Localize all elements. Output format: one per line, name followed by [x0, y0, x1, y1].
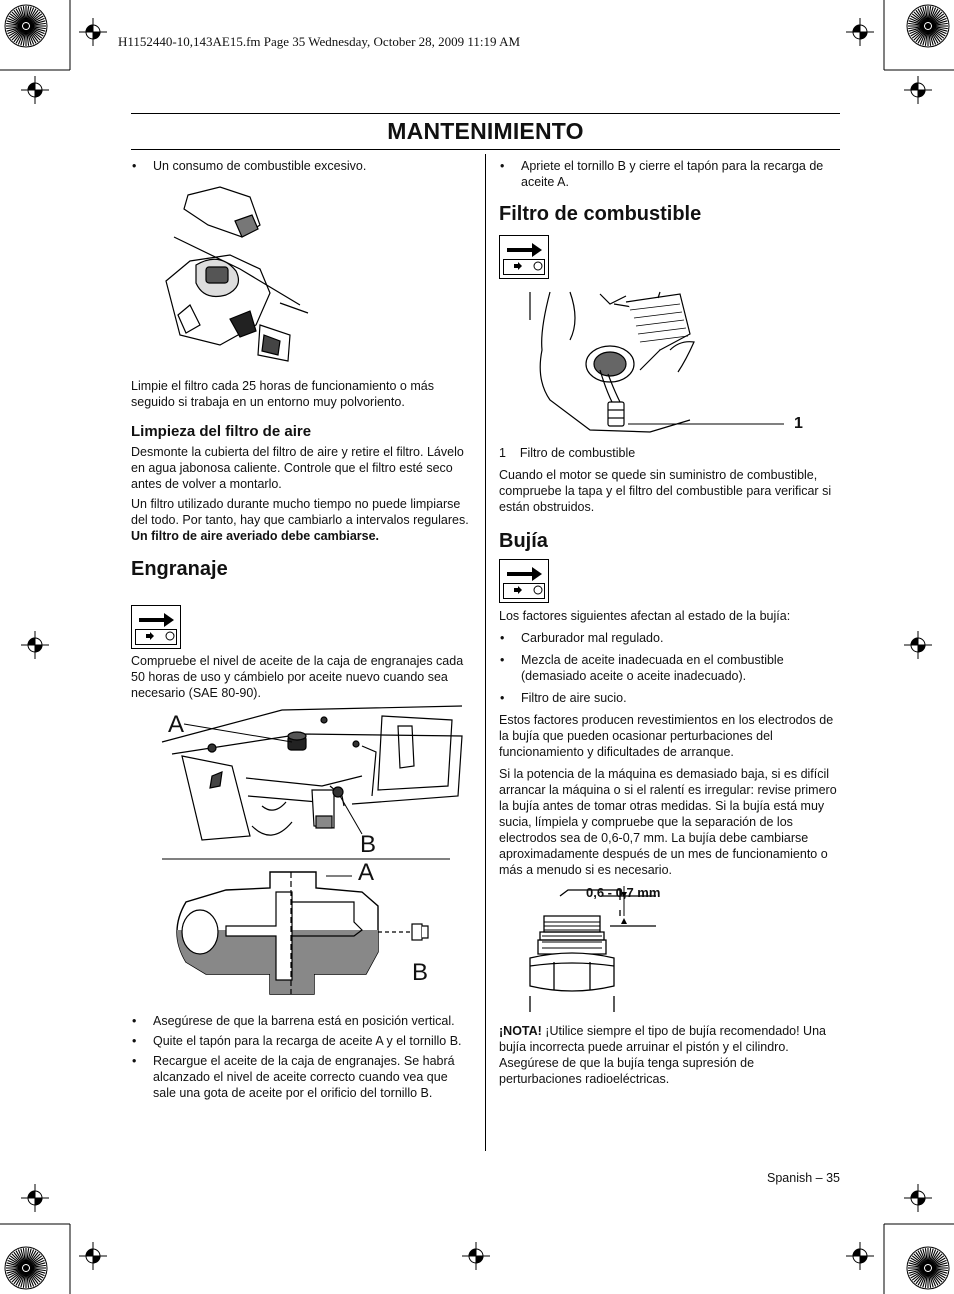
paragraph: Limpie el filtro cada 25 horas de funcionamiento o más seguido si trabaja en un entorno muy polvoriento.: [131, 379, 434, 409]
figure-label-b: B: [360, 831, 377, 858]
gap-dimension-label: 0,6 - 0,7 mm: [586, 885, 661, 900]
starburst-icon: [906, 1246, 950, 1290]
paragraph: Compruebe el nivel de aceite de la caja de engranajes cada 50 horas de uso y cámbielo por aceite nuevo cuando sea necesario (SAE 80-90).: [131, 654, 464, 700]
section-heading-gear: Engranaje: [131, 558, 228, 580]
figure-label-a-section: A: [358, 859, 375, 886]
maintenance-arrow-icon: [131, 605, 181, 649]
paragraph-normal: Un filtro utilizado durante mucho tiempo no puede limpiarse del todo. Por tanto, hay que cambiarlo a intervalos regulares.: [131, 497, 469, 527]
figure-caption: 1 Filtro de combustible: [499, 446, 636, 460]
gearbox-cross-section: [166, 859, 446, 1002]
page-footer: Spanish – 35: [767, 1171, 840, 1185]
gearbox-illustration: [162, 706, 462, 856]
right-column: [499, 158, 839, 226]
list-item: • Asegúrese de que la barrena está en posición vertical.: [131, 1013, 471, 1029]
list-item: • Filtro de aire sucio.: [499, 690, 839, 706]
title-rule-top: [131, 113, 840, 114]
paragraph: Si la potencia de la máquina es demasiado baja, si es difícil arrancar la máquina o si el ralentí es irregular: revise primero la bujía antes de tomar otras medidas. Si la bujía está muy sucia, límpiela y compruebe que la separación de los electrodos sea de 0,6-0,7 mm. La bujía debe cambiarse aproximadamente después de un mes de funcionamiento o más a menudo si es necesario.: [499, 767, 837, 877]
paragraph-bold: Un filtro de aire averiado debe cambiarse.: [131, 529, 380, 543]
fuel-filter-illustration: [530, 290, 820, 440]
paragraph: Los factores siguientes afectan al estado de la bujía:: [499, 609, 791, 623]
paragraph: Desmonte la cubierta del filtro de aire y retire el filtro. Lávelo en agua jabonosa caliente. Controle que el filtro esté seco antes de volver a montarlo.: [131, 445, 464, 491]
file-info-header: H1152440-10,143AE15.fm Page 35 Wednesday, October 28, 2009 11:19 AM: [118, 34, 521, 49]
left-bottom-list: [131, 1013, 471, 1101]
note: [499, 1023, 839, 1087]
paragraph: [131, 496, 471, 544]
paragraph: Estos factores producen revestimientos en los electrodos de la bujía que pueden ocasionar perturbaciones del funcionamiento y dificultades de arranque.: [499, 713, 834, 759]
note-text: ¡Utilice siempre el tipo de bujía recomendado! Una bujía incorrecta puede arruinar el pistón y el cilindro. Asegúrese de que la bujía tenga supresión de perturbaciones radioeléctricas.: [499, 1024, 826, 1086]
right-column-plug-text: [499, 608, 839, 878]
starburst-icon: [4, 4, 48, 48]
section-heading-air-filter: Limpieza del filtro de aire: [131, 423, 312, 440]
right-column-note: [499, 1023, 839, 1087]
figure-separator: [162, 858, 452, 860]
left-column-text: [131, 378, 471, 581]
list-item: • Apriete el tornillo B y cierre el tapón para la recarga de aceite A.: [499, 158, 839, 190]
list-item: • Carburador mal regulado.: [499, 630, 839, 646]
list-item: • Recargue el aceite de la caja de engranajes. Se habrá alcanzado el nivel de aceite correcto cuando vea que sale una gota de aceite por el orificio del tornillo B.: [131, 1053, 471, 1101]
page-title: MANTENIMIENTO: [387, 118, 584, 144]
figure-label-a: A: [168, 711, 185, 738]
right-column-fuel-text: [499, 445, 839, 553]
list-item: • Quite el tapón para la recarga de aceite A y el tornillo B.: [131, 1033, 471, 1049]
section-heading-fuel-filter: Filtro de combustible: [499, 203, 702, 225]
list-item: • Un consumo de combustible excesivo.: [131, 158, 471, 174]
figure-label-b-section: B: [412, 959, 429, 986]
starburst-icon: [4, 1246, 48, 1290]
section-heading-spark-plug: Bujía: [499, 530, 548, 552]
starburst-icon: [906, 4, 950, 48]
left-column: [131, 158, 471, 174]
maintenance-arrow-icon: [499, 559, 549, 603]
spark-plug-illustration: [524, 886, 684, 1016]
left-column-gear-text: [131, 653, 471, 701]
air-filter-illustration: [160, 185, 310, 365]
title-rule-bottom: [131, 149, 840, 150]
column-divider: [485, 154, 486, 1151]
maintenance-arrow-icon: [499, 235, 549, 279]
note-label: ¡NOTA!: [499, 1024, 542, 1038]
paragraph: Cuando el motor se quede sin suministro de combustible, compruebe la tapa y el filtro del combustible para verificar si están obstruidos.: [499, 468, 832, 514]
list-item: • Mezcla de aceite inadecuada en el combustible (demasiado aceite o aceite inadecuado).: [499, 652, 839, 684]
figure-label-1: 1: [794, 415, 803, 432]
